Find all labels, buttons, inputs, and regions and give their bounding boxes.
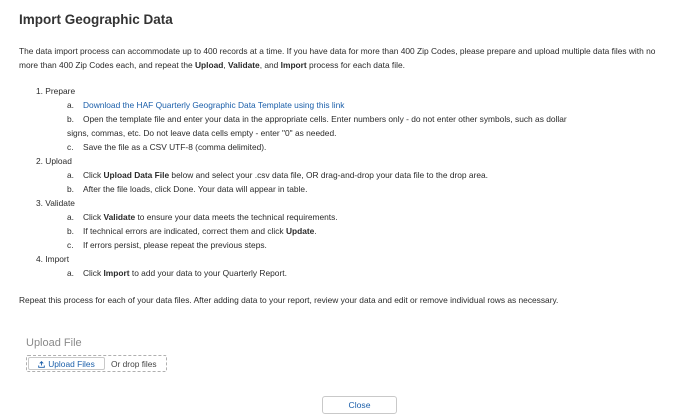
- step-text: .: [314, 226, 317, 236]
- step-prepare-b-cont: signs, commas, etc. Do not leave data cells empty - enter "0" as needed.: [67, 128, 337, 138]
- step-validate: 3. Validate: [36, 198, 75, 208]
- intro-import-bold: Import: [280, 60, 307, 70]
- file-drop-zone[interactable]: [26, 355, 167, 372]
- step-validate-a: [67, 212, 338, 222]
- step-text: Open the template file and enter your data in the appropriate cells. Enter numbers only - do not enter other symbols, such as dollar: [83, 114, 567, 124]
- step-mark: a.: [67, 170, 74, 180]
- step-prepare-a: [67, 100, 344, 110]
- step-bold: Upload Data File: [103, 170, 170, 180]
- step-mark: a.: [67, 100, 74, 110]
- step-validate-c: [67, 240, 267, 250]
- step-mark: c.: [67, 240, 74, 250]
- step-text: If errors persist, please repeat the previous steps.: [83, 240, 267, 250]
- step-text: to ensure your data meets the technical requirements.: [135, 212, 338, 222]
- upload-icon: [38, 360, 45, 367]
- intro-text: [19, 44, 659, 72]
- step-mark: b.: [67, 114, 74, 124]
- step-prepare-b: [67, 114, 567, 124]
- upload-file-label: Upload File: [26, 337, 82, 349]
- step-mark: b.: [67, 226, 74, 236]
- step-prepare-c: [67, 142, 266, 152]
- step-validate-b: [67, 226, 317, 236]
- step-upload-b: [67, 184, 307, 194]
- step-bold: Import: [103, 268, 130, 278]
- dialog-title: Import Geographic Data: [19, 12, 173, 27]
- upload-files-label: Upload Files: [48, 358, 95, 369]
- intro-upload-bold: Upload: [195, 60, 224, 70]
- step-text: Click: [83, 268, 104, 278]
- step-text: below and select your .csv data file, OR drag-and-drop your data file to the drop area.: [169, 170, 489, 180]
- close-button[interactable]: Close: [322, 396, 397, 414]
- step-prepare: 1. Prepare: [36, 86, 76, 96]
- step-text: Save the file as a CSV UTF-8 (comma delimited).: [83, 142, 267, 152]
- intro-part1: The data import process can accommodate up to 400 records at a time. If you have data for more than 400 Zip Codes, please prepare and upload multiple data files with no more than 400 Zip Codes each, and repeat the: [19, 46, 656, 70]
- step-bold: Validate: [103, 212, 136, 222]
- step-import-a: [67, 268, 287, 278]
- step-upload-a: [67, 170, 488, 180]
- intro-validate-bold: Validate: [228, 60, 260, 70]
- step-text: After the file loads, click Done. Your data will appear in table.: [83, 184, 308, 194]
- drop-files-text: Or drop files: [111, 359, 157, 369]
- step-mark: a.: [67, 212, 74, 222]
- template-download-link[interactable]: Download the HAF Quarterly Geographic Data Template using this link: [83, 100, 345, 110]
- step-upload: 2. Upload: [36, 156, 72, 166]
- repeat-instructions: Repeat this process for each of your data files. After adding data to your report, review your data and edit or remove individual rows as necessary.: [19, 295, 559, 305]
- step-mark: b.: [67, 184, 74, 194]
- step-text: Click: [83, 170, 104, 180]
- intro-part2: process for each data file.: [306, 60, 405, 70]
- step-bold: Update: [285, 226, 315, 236]
- step-mark: c.: [67, 142, 74, 152]
- upload-files-button[interactable]: [28, 357, 105, 370]
- step-text: Click: [83, 212, 104, 222]
- intro-sep1: ,: [223, 60, 229, 70]
- step-mark: a.: [67, 268, 74, 278]
- step-text: If technical errors are indicated, correct them and click: [83, 226, 286, 236]
- intro-sep2: , and: [259, 60, 281, 70]
- step-import: 4. Import: [36, 254, 70, 264]
- step-text: to add your data to your Quarterly Report.: [129, 268, 287, 278]
